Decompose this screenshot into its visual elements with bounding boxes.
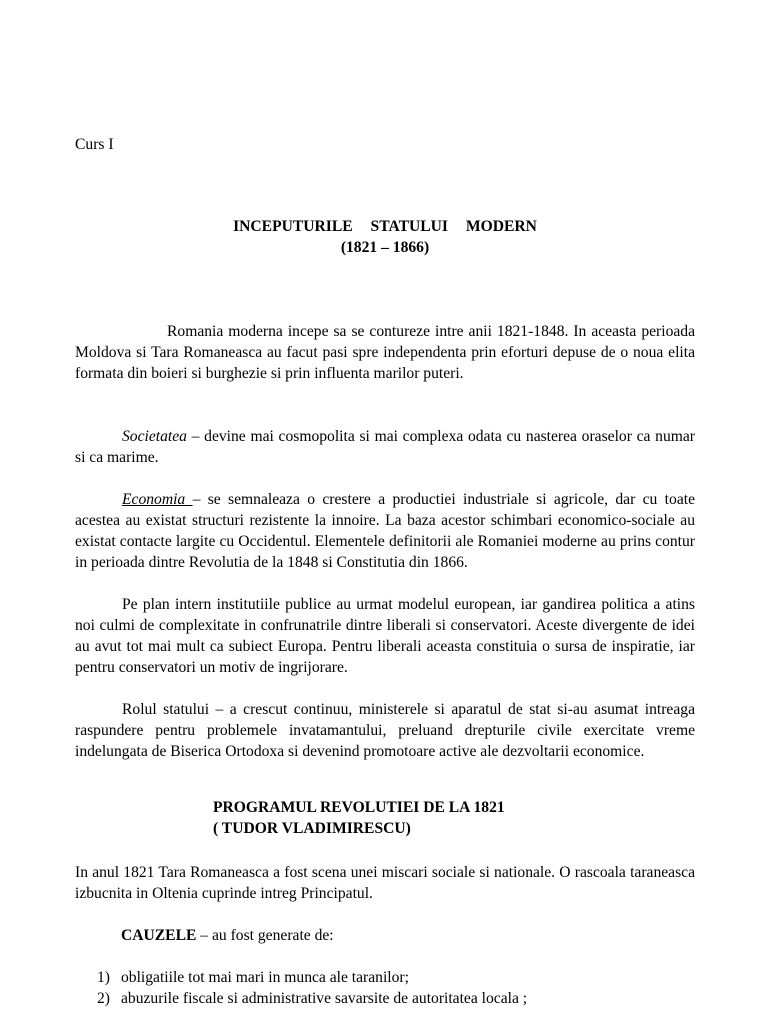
paragraph-1821: In anul 1821 Tara Romaneasca a fost scena unei miscari sociale si nationale. O rascoala taraneasca izbucnita in Oltenia cuprinde intreg Principatul. bbox=[75, 864, 695, 902]
paragraph-intro-text: Romania moderna incepe sa se contureze intre anii 1821-1848. In aceasta perioada Moldova si Tara Romaneasca au facut pasi spre independenta prin eforturi depuse de o noua elita formata din boieri si burghezie si prin influenta marilor puteri. bbox=[75, 323, 695, 382]
causes-label: CAUZELE bbox=[121, 927, 197, 944]
list-item bbox=[97, 988, 527, 1009]
list-item-text: abuzurile fiscale si administrative savarsite de autoritatea locala ; bbox=[121, 990, 528, 1007]
economy-term: Economia bbox=[122, 491, 193, 508]
paragraph-economy bbox=[75, 489, 695, 573]
section-heading bbox=[213, 797, 505, 839]
document-title bbox=[75, 216, 695, 258]
title-line-2: (1821 – 1866) bbox=[340, 239, 430, 256]
causes-heading bbox=[121, 925, 334, 946]
list-item-number: 1) bbox=[97, 969, 110, 986]
causes-text: – au fost generate de: bbox=[196, 927, 334, 944]
list-item-number: 2) bbox=[97, 990, 110, 1007]
list-item bbox=[97, 967, 527, 988]
economy-text: – se semnaleaza o crestere a productiei industriale si agricole, dar cu toate acestea au existat structuri rezistente la innoire. La baza acestor schimbari economico-sociale au existat contacte largite cu Occidentul. Elementele definitorii ale Romaniei moderne au prins contur in perioada dintre Revolutia de la 1848 si Constitutia din 1866. bbox=[75, 491, 695, 571]
course-label: Curs I bbox=[75, 136, 114, 153]
paragraph-internal: Pe plan intern institutiile publice au urmat modelul european, iar gandirea politica a atins noi culmi de complexitate in confrunatrile dintre liberali si conservatori. Aceste divergente de idei au avut tot mai mult ca subiect Europa. Pentru liberali aceasta constituia o sursa de inspiratie, iar pentru conservatori un motiv de ingrijorare. bbox=[75, 596, 695, 676]
section-heading-line-1: PROGRAMUL REVOLUTIEI DE LA 1821 bbox=[213, 799, 505, 816]
title-line-1: INCEPUTURILE STATULUI MODERN bbox=[233, 218, 537, 235]
section-heading-line-2: ( TUDOR VLADIMIRESCU) bbox=[213, 820, 411, 837]
society-text: – devine mai cosmopolita si mai complexa odata cu nasterea oraselor ca numar si ca marime. bbox=[75, 428, 695, 466]
society-term: Societatea bbox=[122, 428, 187, 445]
paragraph-intro bbox=[75, 321, 695, 384]
list-item-text: obligatiile tot mai mari in munca ale taranilor; bbox=[121, 969, 409, 986]
causes-list bbox=[97, 967, 527, 1009]
paragraph-society bbox=[75, 426, 695, 468]
paragraph-state: Rolul statului – a crescut continuu, ministerele si aparatul de stat si-au asumat intreaga raspundere pentru problemele invatamantului, preluand drepturile civile exercitate vreme indelungata de Biserica Ortodoxa si devenind promotoare active ale dezvoltarii economice. bbox=[75, 701, 695, 760]
